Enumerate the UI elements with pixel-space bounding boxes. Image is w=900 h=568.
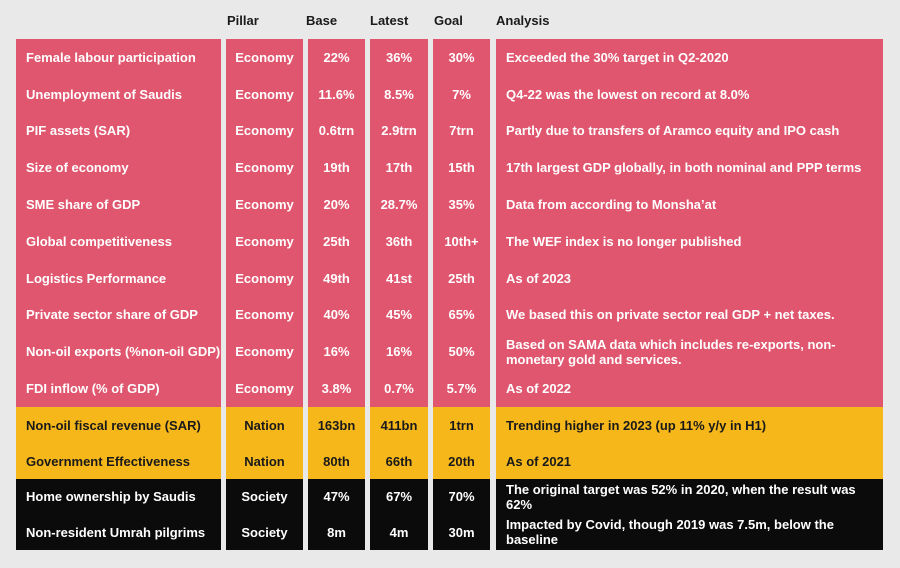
goal-cell: 65% <box>448 307 475 323</box>
metric-cell: Unemployment of Saudis <box>26 86 183 102</box>
header-pillar: Pillar <box>227 12 259 28</box>
analysis-cell: Trending higher in 2023 (up 11% y/y in H1) <box>506 417 767 433</box>
header-analysis: Analysis <box>496 12 550 28</box>
base-cell: 19th <box>323 160 350 176</box>
latest-cell: 67% <box>385 489 413 505</box>
base-cell: 25th <box>323 233 350 249</box>
metric-cell: FDI inflow (% of GDP) <box>26 381 160 397</box>
latest-cell: 36% <box>385 49 413 65</box>
base-band-black <box>308 479 365 550</box>
base-cell: 163bn <box>317 417 356 433</box>
pillar-cell: Economy <box>235 197 294 213</box>
base-column <box>308 39 365 550</box>
goal-column <box>433 39 490 550</box>
pillar-cell: Economy <box>235 270 294 286</box>
pillar-cell: Nation <box>244 417 285 433</box>
goal-cell: 30m <box>448 524 475 540</box>
base-band-yellow <box>308 407 365 479</box>
pillar-cell: Economy <box>235 307 294 323</box>
header-latest: Latest <box>370 12 409 28</box>
pillar-band-yellow <box>226 407 303 479</box>
analysis-cell: Based on SAMA data which includes re-exports, non-monetary gold and services. <box>506 336 836 367</box>
latest-cell: 0.7% <box>384 381 414 397</box>
analysis-cell: Impacted by Covid, though 2019 was 7.5m, below the baseline <box>506 517 834 548</box>
pillar-cell: Economy <box>235 344 294 360</box>
base-cell: 22% <box>323 49 350 65</box>
base-cell: 49th <box>323 270 350 286</box>
analysis-cell: Partly due to transfers of Aramco equity and IPO cash <box>506 123 840 139</box>
latest-cell: 36th <box>385 233 413 249</box>
goal-cell: 5.7% <box>446 381 477 397</box>
metric-cell: Female labour participation <box>26 49 196 65</box>
goal-cell: 70% <box>448 489 475 505</box>
analysis-cell: Q4-22 was the lowest on record at 8.0% <box>506 86 750 102</box>
base-cell: 20% <box>323 197 350 213</box>
analysis-cell: The WEF index is no longer published <box>506 233 742 249</box>
goal-cell: 35% <box>448 197 475 213</box>
base-cell: 8m <box>327 524 346 540</box>
goal-cell: 25th <box>448 270 475 286</box>
analysis-column <box>496 39 883 550</box>
analysis-cell: The original target was 52% in 2020, when the result was 62% <box>506 481 856 512</box>
base-cell: 80th <box>323 453 350 469</box>
metric-column <box>16 39 221 550</box>
metric-band-pink <box>16 39 221 407</box>
base-cell: 16% <box>323 344 350 360</box>
base-band-pink <box>308 39 365 407</box>
latest-column <box>370 39 428 550</box>
goal-band-pink <box>433 39 490 407</box>
pillar-column <box>226 39 303 550</box>
pillar-cell: Economy <box>235 49 294 65</box>
pillar-cell: Economy <box>235 123 294 139</box>
pillar-cell: Society <box>241 524 288 540</box>
analysis-cell: Data from according to Monsha’at <box>506 197 717 213</box>
analysis-cell: As of 2021 <box>506 453 572 469</box>
latest-cell: 45% <box>385 307 413 323</box>
latest-cell: 2.9trn <box>381 123 417 139</box>
base-cell: 47% <box>323 489 350 505</box>
metric-cell: Logistics Performance <box>26 270 167 286</box>
metric-cell: Private sector share of GDP <box>26 307 198 323</box>
pillar-cell: Society <box>241 489 288 505</box>
latest-cell: 41st <box>385 270 413 286</box>
metric-cell: Non-oil exports (%non-oil GDP) <box>26 344 221 360</box>
pillar-cell: Nation <box>244 453 285 469</box>
metric-cell: SME share of GDP <box>26 197 141 213</box>
latest-cell: 16% <box>385 344 413 360</box>
analysis-band-black <box>496 479 883 550</box>
metric-band-yellow <box>16 407 221 479</box>
latest-band-pink <box>370 39 428 407</box>
pillar-cell: Economy <box>235 381 294 397</box>
analysis-cell: As of 2022 <box>506 381 572 397</box>
metric-band-black <box>16 479 221 550</box>
metric-cell: Size of economy <box>26 160 129 176</box>
base-cell: 0.6trn <box>318 123 355 139</box>
goal-cell: 7% <box>452 86 471 102</box>
goal-cell: 1trn <box>449 417 474 433</box>
analysis-cell: Exceeded the 30% target in Q2-2020 <box>506 49 729 65</box>
metric-cell: Non-resident Umrah pilgrims <box>26 524 206 540</box>
latest-cell: 411bn <box>380 417 418 433</box>
latest-cell: 8.5% <box>384 86 414 102</box>
pillar-cell: Economy <box>235 233 294 249</box>
latest-cell: 4m <box>389 524 409 540</box>
latest-band-yellow <box>370 407 428 479</box>
pillar-cell: Economy <box>235 160 294 176</box>
goal-band-black <box>433 479 490 550</box>
goal-cell: 10th+ <box>444 233 479 249</box>
header-goal: Goal <box>434 12 463 28</box>
latest-cell: 28.7% <box>380 197 418 213</box>
metric-cell: Global competitiveness <box>26 233 172 249</box>
metric-cell: Government Effectiveness <box>26 453 191 469</box>
goal-cell: 30% <box>448 49 475 65</box>
analysis-cell: 17th largest GDP globally, in both nominal and PPP terms <box>506 160 862 176</box>
base-cell: 40% <box>323 307 350 323</box>
goal-cell: 20th <box>448 453 475 469</box>
latest-band-black <box>370 479 428 550</box>
goal-cell: 50% <box>448 344 475 360</box>
goal-cell: 7trn <box>449 123 474 139</box>
latest-cell: 66th <box>385 453 413 469</box>
metric-cell: Non-oil fiscal revenue (SAR) <box>26 417 201 433</box>
analysis-band-pink <box>496 39 883 407</box>
pillar-band-pink <box>226 39 303 407</box>
base-cell: 3.8% <box>321 381 352 397</box>
latest-cell: 17th <box>385 160 413 176</box>
goal-band-yellow <box>433 407 490 479</box>
metric-cell: PIF assets (SAR) <box>26 123 131 139</box>
metric-cell: Home ownership by Saudis <box>26 489 196 505</box>
analysis-band-yellow <box>496 407 883 479</box>
analysis-cell: We based this on private sector real GDP + net taxes. <box>506 307 835 323</box>
pillar-band-black <box>226 479 303 550</box>
base-cell: 11.6% <box>318 86 355 102</box>
pillar-cell: Economy <box>235 86 294 102</box>
header-base: Base <box>306 12 338 28</box>
goal-cell: 15th <box>448 160 475 176</box>
analysis-cell: As of 2023 <box>506 270 572 286</box>
